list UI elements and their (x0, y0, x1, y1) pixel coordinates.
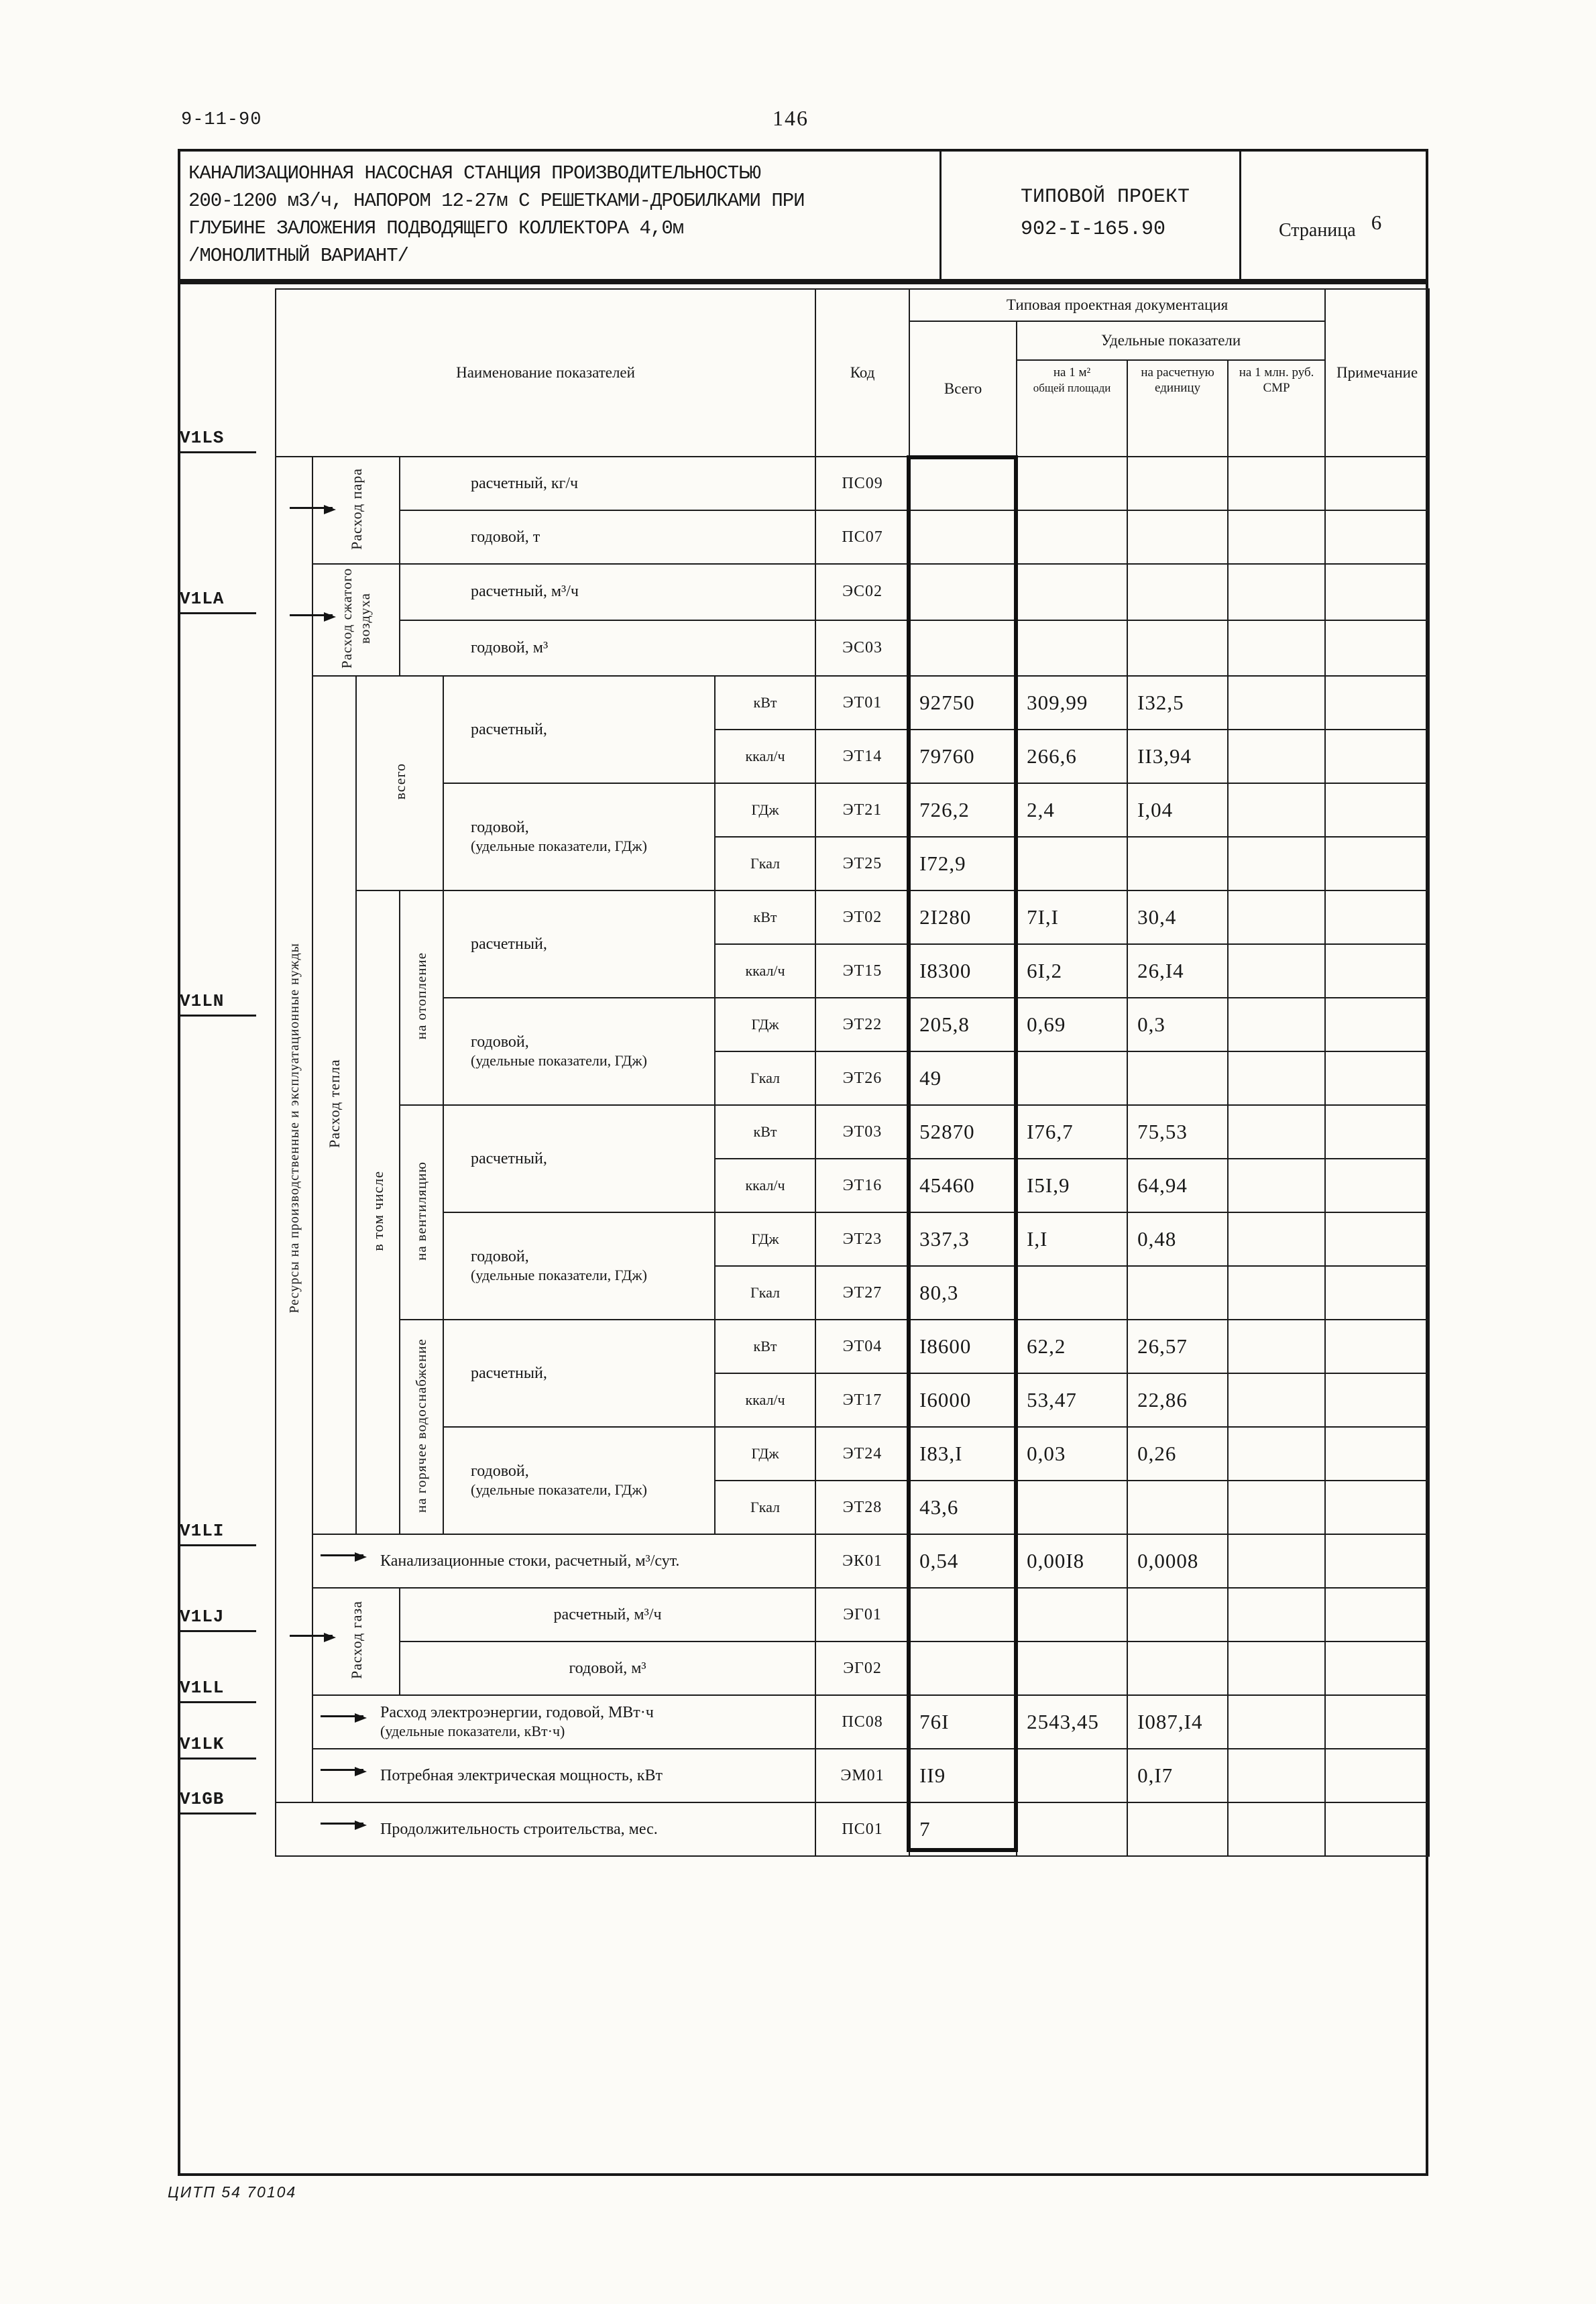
code-cell: ЭТ03 (815, 1105, 909, 1159)
cell-unit-val: 75,53 (1127, 1105, 1228, 1159)
per-m2-line-1: на 1 м² (1053, 365, 1091, 380)
cell-note (1325, 564, 1429, 620)
cell-unit-val: 64,94 (1127, 1159, 1228, 1212)
cell-unit-val: 22,86 (1127, 1373, 1228, 1427)
cell-mln (1228, 1481, 1325, 1534)
cell-mln (1228, 1427, 1325, 1481)
cell-m2 (1017, 620, 1127, 677)
cell-m2: 0,69 (1017, 998, 1127, 1051)
cell-note (1325, 1749, 1429, 1802)
cell-unit-val (1127, 1051, 1228, 1105)
group-hot-water (400, 1320, 443, 1534)
project-type-label: ТИПОВОЙ ПРОЕКТ (1021, 186, 1190, 209)
cell-note (1325, 1266, 1429, 1320)
cell-total: 49 (909, 1051, 1017, 1105)
cell-m2 (1017, 1266, 1127, 1320)
title-line-3: ГЛУБИНЕ ЗАЛОЖЕНИЯ ПОДВОДЯЩЕГО КОЛЛЕКТОРА 4,0м (188, 217, 684, 239)
unit-cell: ГДж (715, 998, 815, 1051)
cell-total: I6000 (909, 1373, 1017, 1427)
unit-cell: ГДж (715, 1427, 815, 1481)
arrow-steam (290, 507, 333, 509)
cell-m2: 0,03 (1017, 1427, 1127, 1481)
cell-mln (1228, 564, 1325, 620)
cell-total (909, 1641, 1017, 1695)
cell-total: 80,3 (909, 1266, 1017, 1320)
group-including (356, 890, 400, 1534)
group-air-label: Расход сжатого воздуха (339, 567, 373, 669)
cell-m2: 266,6 (1017, 730, 1127, 783)
cell-unit-val (1127, 1588, 1228, 1641)
cell-note (1325, 730, 1429, 783)
per-m2-line-2: общей площади (1033, 382, 1111, 394)
desc-line-1: годовой, (471, 1248, 529, 1265)
cell-mln (1228, 783, 1325, 837)
cell-note (1325, 1159, 1429, 1212)
cell-unit-val (1127, 837, 1228, 890)
cell-unit-val (1127, 564, 1228, 620)
cell-note (1325, 1212, 1429, 1266)
unit-cell: ккал/ч (715, 730, 815, 783)
group-steam-label: Расход пара (347, 467, 365, 550)
project-id-cell (939, 152, 1239, 279)
unit-cell: Гкал (715, 837, 815, 890)
cell-mln (1228, 1320, 1325, 1373)
cell-unit-val (1127, 620, 1228, 677)
desc-cell: расчетный, (443, 1320, 715, 1427)
code-cell: ЭТ21 (815, 783, 909, 837)
desc-line-2: (удельные показатели, ГДж) (471, 838, 647, 854)
cell-note (1325, 998, 1429, 1051)
group-heat-label: Расход тепла (326, 1059, 343, 1148)
cell-unit-val: 0,I7 (1127, 1749, 1228, 1802)
project-title (180, 152, 939, 279)
cell-unit-val: I32,5 (1127, 676, 1228, 730)
desc-cell: расчетный, м³/ч (400, 564, 815, 620)
code-cell: ПС07 (815, 510, 909, 564)
cell-m2: 0,00I8 (1017, 1534, 1127, 1588)
cell-mln (1228, 1373, 1325, 1427)
margin-code-v1la: V1LA (180, 589, 256, 614)
cell-note (1325, 1588, 1429, 1641)
cell-total: 45460 (909, 1159, 1017, 1212)
group-total-sub (356, 676, 443, 890)
cell-total (909, 457, 1017, 510)
cell-unit-val (1127, 1266, 1228, 1320)
cell-unit-val (1127, 1481, 1228, 1534)
page-cell (1239, 152, 1426, 279)
arrow-construction-duration (321, 1823, 363, 1825)
margin-code-v1gb: V1GB (180, 1789, 256, 1815)
group-including-label: в том числе (369, 1170, 386, 1251)
desc-cell: Канализационные стоки, расчетный, м³/сут. (312, 1534, 815, 1588)
cell-note (1325, 1802, 1429, 1856)
desc-line-2: (удельные показатели, кВт·ч) (380, 1723, 565, 1739)
print-house-code: ЦИТП 54 70104 (168, 2183, 297, 2201)
cell-m2 (1017, 564, 1127, 620)
indicators-table-wrap (275, 288, 1430, 1857)
desc-cell: расчетный, м³/ч (400, 1588, 815, 1641)
cell-mln (1228, 676, 1325, 730)
cell-m2 (1017, 1588, 1127, 1641)
desc-cell (312, 1695, 815, 1749)
code-cell: ЭТ25 (815, 837, 909, 890)
arrow-air (290, 614, 333, 616)
desc-cell: Потребная электрическая мощность, кВт (312, 1749, 815, 1802)
group-ventilation (400, 1105, 443, 1320)
cell-note (1325, 1427, 1429, 1481)
desc-cell: расчетный, (443, 890, 715, 998)
cell-unit-val: 0,3 (1127, 998, 1228, 1051)
cell-m2: 2543,45 (1017, 1695, 1127, 1749)
desc-line-1: годовой, (471, 1033, 529, 1051)
desc-cell (443, 1212, 715, 1320)
unit-cell: Гкал (715, 1481, 815, 1534)
cell-m2: 309,99 (1017, 676, 1127, 730)
group-resources (276, 457, 312, 1802)
cell-note (1325, 1320, 1429, 1373)
cell-mln (1228, 1802, 1325, 1856)
cell-mln (1228, 1212, 1325, 1266)
cell-unit-val: II3,94 (1127, 730, 1228, 783)
cell-unit-val: 26,I4 (1127, 944, 1228, 998)
code-cell: ЭТ01 (815, 676, 909, 730)
unit-cell: ГДж (715, 1212, 815, 1266)
desc-line-2: (удельные показатели, ГДж) (471, 1052, 647, 1069)
desc-line-2: (удельные показатели, ГДж) (471, 1267, 647, 1283)
margin-code-v1ln: V1LN (180, 991, 256, 1017)
arrow-electric-power (321, 1769, 363, 1771)
cell-unit-val: I,04 (1127, 783, 1228, 837)
cell-mln (1228, 1105, 1325, 1159)
group-heat (312, 676, 356, 1534)
code-cell: ЭГ02 (815, 1641, 909, 1695)
margin-code-v1li: V1LI (180, 1521, 256, 1546)
cell-unit-val: 30,4 (1127, 890, 1228, 944)
cell-note (1325, 783, 1429, 837)
group-heating (400, 890, 443, 1105)
cell-m2 (1017, 1641, 1127, 1695)
code-cell: ПС09 (815, 457, 909, 510)
col-header-code: Код (815, 289, 909, 457)
unit-cell: ГДж (715, 783, 815, 837)
indicators-table (275, 288, 1430, 1857)
desc-cell: годовой, т (400, 510, 815, 564)
cell-mln (1228, 944, 1325, 998)
unit-cell: Гкал (715, 1051, 815, 1105)
desc-cell: Продолжительность строительства, мес. (276, 1802, 815, 1856)
cell-m2 (1017, 457, 1127, 510)
cell-mln (1228, 1695, 1325, 1749)
code-cell: ЭТ23 (815, 1212, 909, 1266)
cell-m2: I5I,9 (1017, 1159, 1127, 1212)
desc-cell: годовой, м³ (400, 620, 815, 677)
margin-code-v1ls: V1LS (180, 428, 256, 453)
code-cell: ЭТ24 (815, 1427, 909, 1481)
margin-code-v1lj: V1LJ (180, 1607, 256, 1632)
cell-total: 0,54 (909, 1534, 1017, 1588)
page-label: Страница (1279, 220, 1356, 241)
col-header-per-unit: на расчетную единицу (1127, 360, 1228, 457)
title-header-box (178, 149, 1428, 282)
code-cell: ЭК01 (815, 1534, 909, 1588)
cell-mln (1228, 1266, 1325, 1320)
cell-mln (1228, 837, 1325, 890)
cell-total: 43,6 (909, 1481, 1017, 1534)
cell-note (1325, 676, 1429, 730)
desc-line-2: (удельные показатели, ГДж) (471, 1481, 647, 1498)
cell-note (1325, 1641, 1429, 1695)
col-header-note: Примечание (1325, 289, 1429, 457)
col-header-name: Наименование показателей (276, 289, 815, 457)
cell-mln (1228, 998, 1325, 1051)
group-gas-label: Расход газа (347, 1601, 365, 1679)
cell-note (1325, 837, 1429, 890)
cell-total (909, 1588, 1017, 1641)
group-total-sub-label: всего (391, 763, 408, 800)
unit-cell: кВт (715, 676, 815, 730)
cell-mln (1228, 1749, 1325, 1802)
desc-cell (443, 783, 715, 890)
cell-m2: 2,4 (1017, 783, 1127, 837)
cell-m2 (1017, 1802, 1127, 1856)
desc-cell: расчетный, кг/ч (400, 457, 815, 510)
code-cell: ЭТ17 (815, 1373, 909, 1427)
cell-note (1325, 890, 1429, 944)
cell-total: 7 (909, 1802, 1017, 1856)
project-number: 902-I-165.90 (1021, 218, 1166, 241)
cell-total (909, 620, 1017, 677)
cell-m2: I76,7 (1017, 1105, 1127, 1159)
unit-cell: ккал/ч (715, 1159, 815, 1212)
arrow-gas (290, 1635, 333, 1637)
group-ventilation-label: на вентиляцию (413, 1161, 429, 1261)
cell-unit-val (1127, 1802, 1228, 1856)
cell-note (1325, 620, 1429, 677)
arrow-sewage (321, 1554, 363, 1556)
desc-cell (443, 1427, 715, 1534)
cell-unit-val: I087,I4 (1127, 1695, 1228, 1749)
cell-unit-val (1127, 457, 1228, 510)
cell-note (1325, 1105, 1429, 1159)
code-cell: ЭТ22 (815, 998, 909, 1051)
cell-unit-val: 0,26 (1127, 1427, 1228, 1481)
cell-total: 726,2 (909, 783, 1017, 837)
cell-mln (1228, 620, 1325, 677)
cell-m2 (1017, 1481, 1127, 1534)
cell-mln (1228, 1641, 1325, 1695)
desc-line-1: годовой, (471, 1462, 529, 1480)
cell-note (1325, 1481, 1429, 1534)
code-cell: ЭТ26 (815, 1051, 909, 1105)
unit-cell: Гкал (715, 1266, 815, 1320)
cell-note (1325, 1534, 1429, 1588)
cell-total: I83,I (909, 1427, 1017, 1481)
unit-cell: кВт (715, 1105, 815, 1159)
desc-cell: расчетный, (443, 1105, 715, 1212)
cell-m2: 53,47 (1017, 1373, 1127, 1427)
cell-note (1325, 1051, 1429, 1105)
cell-total: 2I280 (909, 890, 1017, 944)
cell-note (1325, 944, 1429, 998)
cell-note (1325, 457, 1429, 510)
cell-note (1325, 510, 1429, 564)
unit-cell: кВт (715, 890, 815, 944)
cell-unit-val: 0,48 (1127, 1212, 1228, 1266)
code-cell: ЭМ01 (815, 1749, 909, 1802)
cell-total: 52870 (909, 1105, 1017, 1159)
group-hot-water-label: на горячее водоснабжение (413, 1338, 429, 1513)
cell-total: 205,8 (909, 998, 1017, 1051)
cell-m2 (1017, 1749, 1127, 1802)
col-header-total: Всего (909, 321, 1017, 457)
cell-mln (1228, 1159, 1325, 1212)
desc-cell (443, 998, 715, 1105)
code-cell: ЭТ16 (815, 1159, 909, 1212)
code-cell: ЭТ28 (815, 1481, 909, 1534)
cell-total (909, 564, 1017, 620)
code-cell: ЭТ02 (815, 890, 909, 944)
cell-mln (1228, 730, 1325, 783)
title-line-1: КАНАЛИЗАЦИОННАЯ НАСОСНАЯ СТАНЦИЯ ПРОИЗВОДИТЕЛЬНОСТЬЮ (188, 162, 760, 184)
cell-m2: 7I,I (1017, 890, 1127, 944)
cell-m2 (1017, 510, 1127, 564)
col-header-unit-group: Удельные показатели (1017, 321, 1325, 360)
cell-m2: 62,2 (1017, 1320, 1127, 1373)
cell-mln (1228, 457, 1325, 510)
unit-cell: ккал/ч (715, 1373, 815, 1427)
cell-note (1325, 1373, 1429, 1427)
cell-note (1325, 1695, 1429, 1749)
code-cell: ЭТ14 (815, 730, 909, 783)
cell-total: 92750 (909, 676, 1017, 730)
cell-unit-val: 0,0008 (1127, 1534, 1228, 1588)
code-cell: ПС01 (815, 1802, 909, 1856)
margin-code-v1lk: V1LK (180, 1734, 256, 1760)
cell-mln (1228, 1051, 1325, 1105)
cell-total: I72,9 (909, 837, 1017, 890)
margin-code-v1ll: V1LL (180, 1678, 256, 1703)
cell-total: I8600 (909, 1320, 1017, 1373)
desc-cell: расчетный, (443, 676, 715, 783)
cell-m2 (1017, 1051, 1127, 1105)
cell-total: 337,3 (909, 1212, 1017, 1266)
title-line-4: /МОНОЛИТНЫЙ ВАРИАНТ/ (188, 245, 409, 267)
group-heating-label: на отопление (413, 952, 429, 1040)
cell-total: 76I (909, 1695, 1017, 1749)
cell-m2: 6I,2 (1017, 944, 1127, 998)
cell-total: I8300 (909, 944, 1017, 998)
unit-cell: ккал/ч (715, 944, 815, 998)
desc-line-1: Расход электроэнергии, годовой, МВт·ч (380, 1704, 654, 1721)
cell-unit-val (1127, 510, 1228, 564)
cell-unit-val (1127, 1641, 1228, 1695)
cell-total (909, 510, 1017, 564)
page-number: 146 (773, 106, 809, 130)
unit-cell: кВт (715, 1320, 815, 1373)
title-line-2: 200-1200 м3/ч, НАПОРОМ 12-27м С РЕШЕТКАМИ-ДРОБИЛКАМИ ПРИ (188, 190, 805, 212)
code-cell: ЭТ27 (815, 1266, 909, 1320)
cell-m2: I,I (1017, 1212, 1127, 1266)
col-header-doc-group: Типовая проектная документация (909, 289, 1325, 321)
page-value: 6 (1371, 211, 1382, 234)
col-header-per-mln: на 1 млн. руб. СМР (1228, 360, 1325, 457)
document-date: 9-11-90 (181, 110, 262, 130)
code-cell: ЭТ04 (815, 1320, 909, 1373)
cell-mln (1228, 1588, 1325, 1641)
group-resources-label: Ресурсы на производственные и эксплуатационные нужды (286, 942, 302, 1314)
code-cell: ЭС02 (815, 564, 909, 620)
cell-mln (1228, 510, 1325, 564)
cell-unit-val: 26,57 (1127, 1320, 1228, 1373)
desc-cell: годовой, м³ (400, 1641, 815, 1695)
cell-mln (1228, 1534, 1325, 1588)
cell-total: II9 (909, 1749, 1017, 1802)
code-cell: ЭС03 (815, 620, 909, 677)
arrow-electric-energy (321, 1715, 363, 1717)
cell-total: 79760 (909, 730, 1017, 783)
col-header-per-m2 (1017, 360, 1127, 457)
code-cell: ПС08 (815, 1695, 909, 1749)
code-cell: ЭГ01 (815, 1588, 909, 1641)
cell-m2 (1017, 837, 1127, 890)
cell-mln (1228, 890, 1325, 944)
desc-line-1: годовой, (471, 819, 529, 836)
code-cell: ЭТ15 (815, 944, 909, 998)
